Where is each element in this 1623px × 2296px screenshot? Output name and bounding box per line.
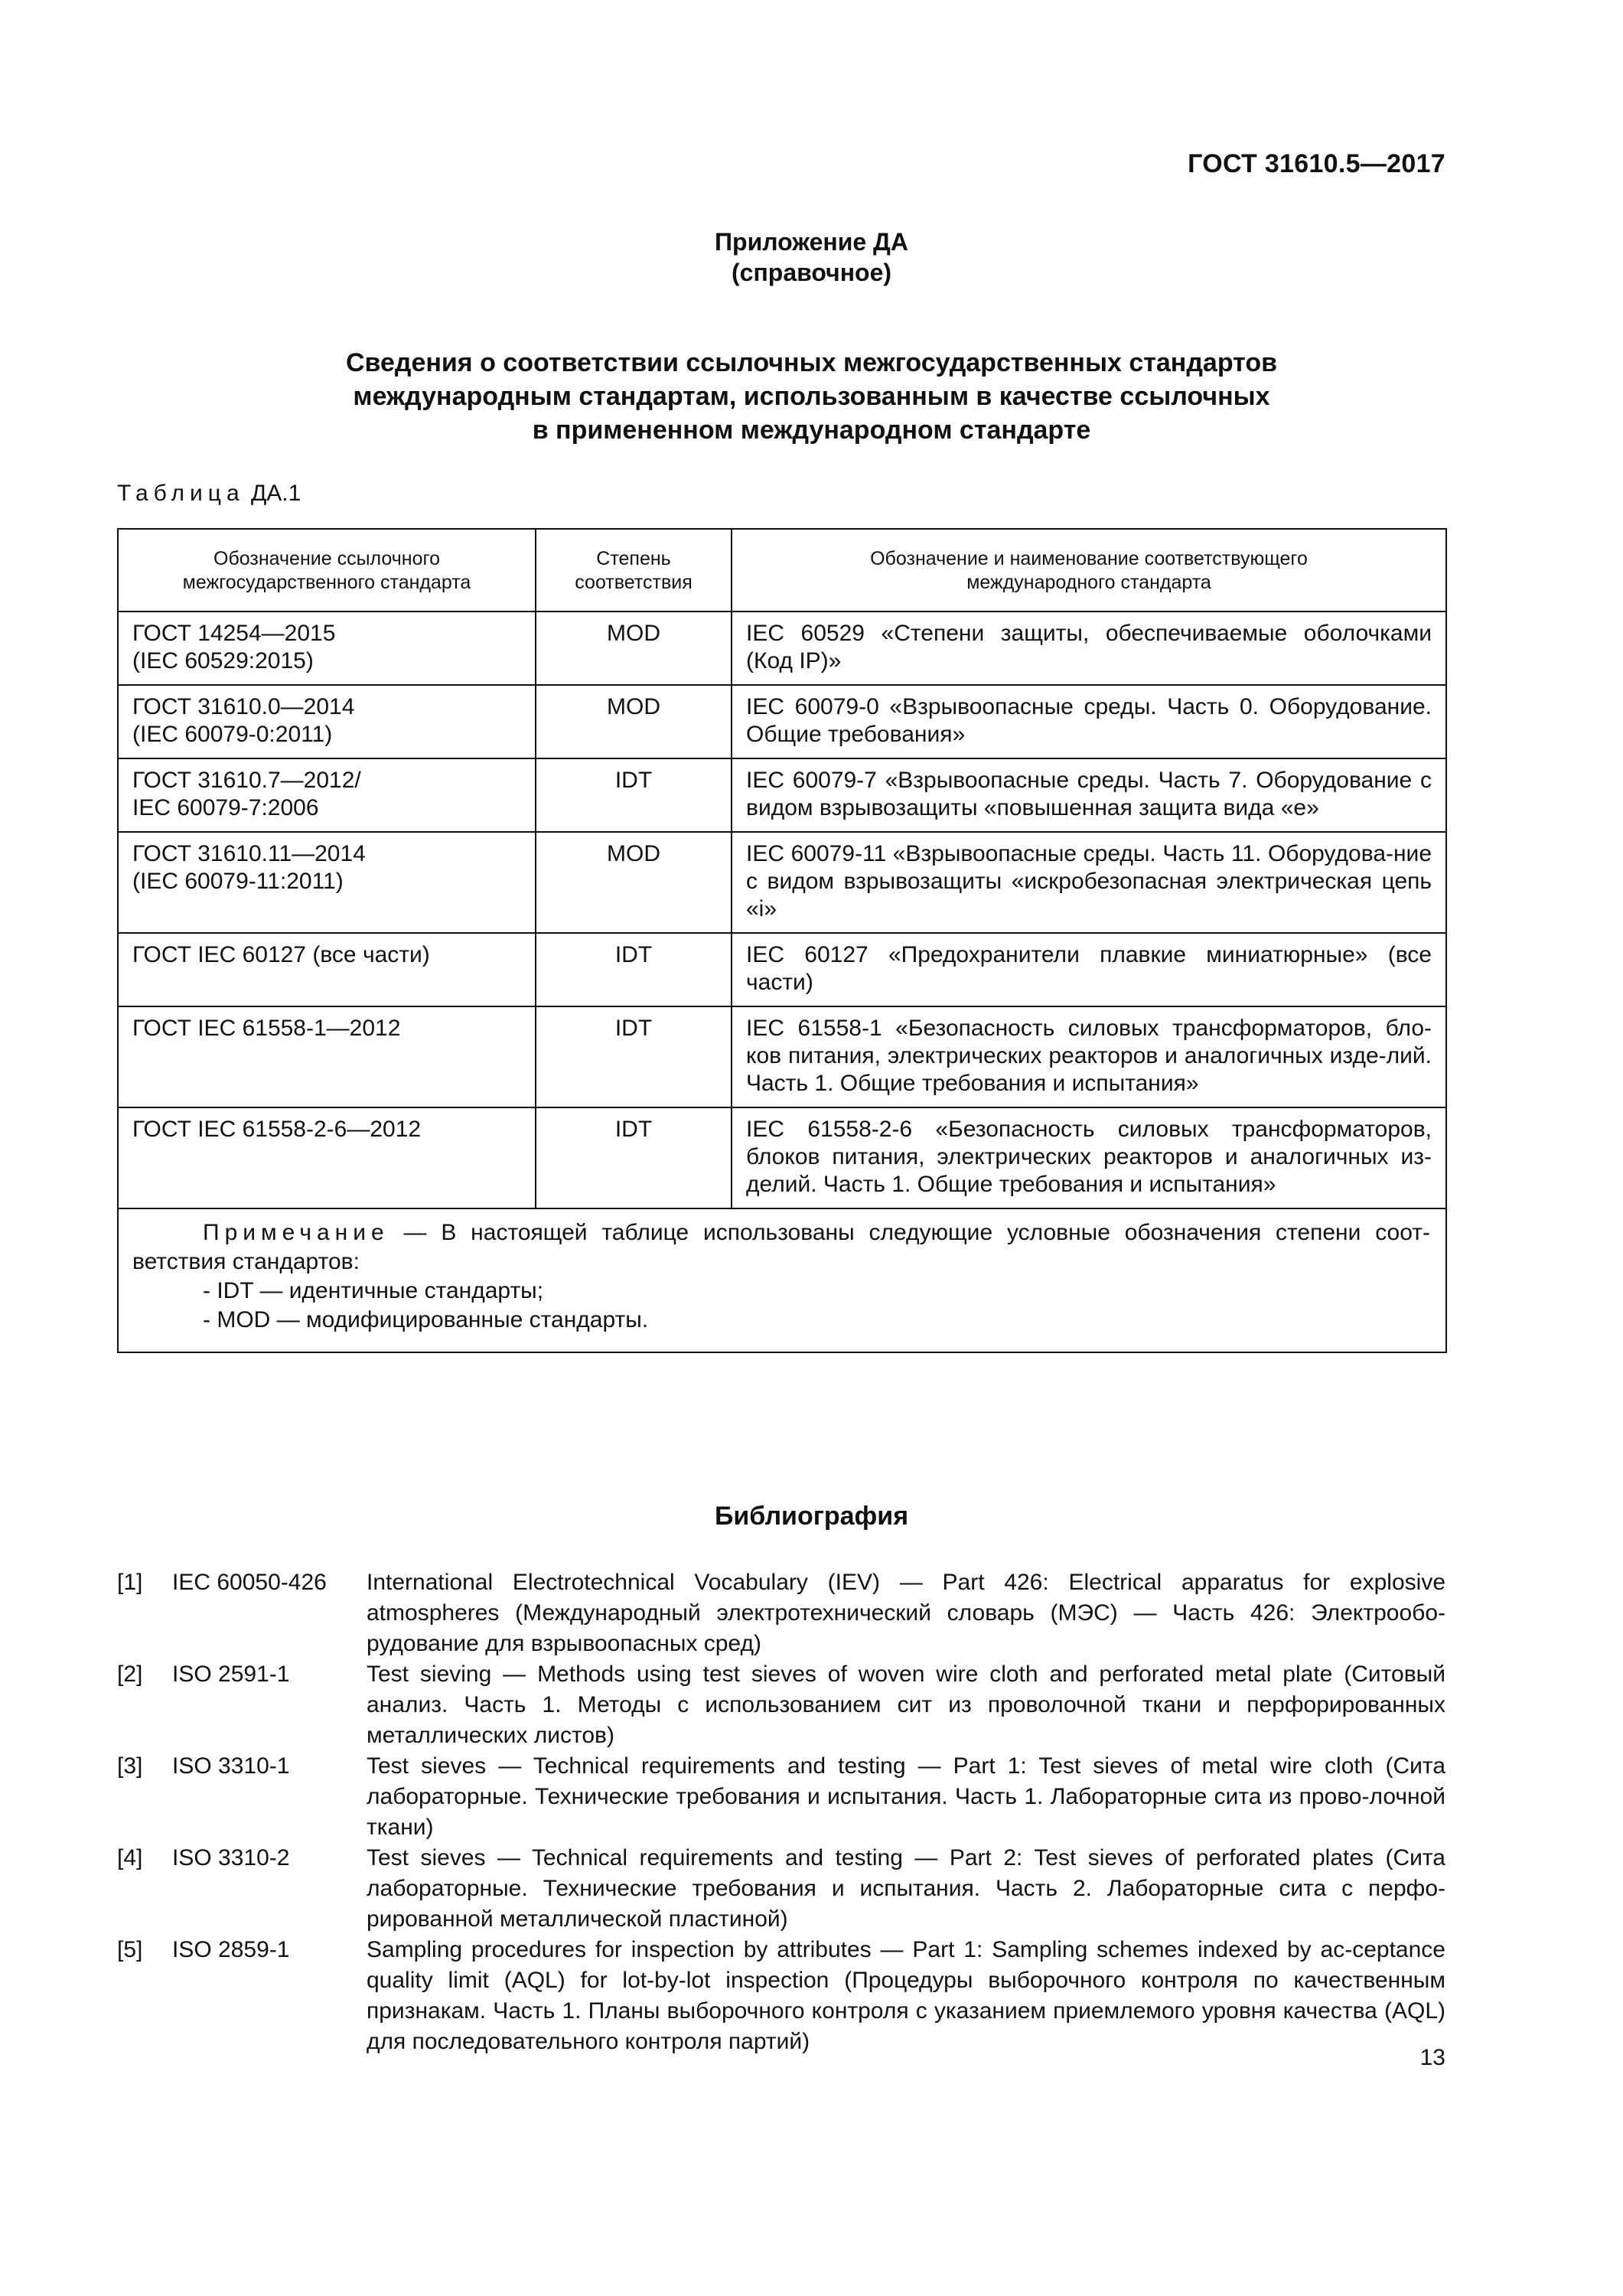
annex-title-line: международным стандартам, использованным в качестве ссылочных <box>353 382 1270 411</box>
cell-description: IEC 60079-11 «Взрывоопасные среды. Часть 11. Оборудова-ние с видом взрывозащиты «искробезопасная электрическая цепь «i» <box>732 832 1446 933</box>
cell-description: IEC 61558-1 «Безопасность силовых трансформаторов, бло-ков питания, электрических реакторов и аналогичных изде-лий. Часть 1. Общие требования и испытания» <box>732 1006 1446 1107</box>
cell-description: IEC 60079-0 «Взрывоопасные среды. Часть 0. Оборудование. Общие требования» <box>732 685 1446 758</box>
annex-title-line: в примененном международном стандарте <box>532 416 1091 445</box>
bibliography-entry <box>117 1935 1445 2057</box>
cell-degree: IDT <box>536 758 732 832</box>
bibliography-entry-number: [4] <box>117 1845 143 1870</box>
table-label-word: Таблица <box>117 481 245 506</box>
column-header-description: Обозначение и наименование соответствующего международного стандарта <box>732 529 1446 612</box>
cell-standard: ГОСТ 31610.0—2014 (IEC 60079-0:2011) <box>118 685 536 758</box>
bibliography-entry-text: International Electrotechnical Vocabulary (IEV) — Part 426: Electrical apparatus for explosive atmospheres (Международный электротехнический словарь (МЭС) — Часть 426: Электрообо-рудование для взрывоопасных сред) <box>367 1570 1445 1656</box>
bibliography-entry-number: [5] <box>117 1937 143 1962</box>
table-row <box>118 612 1446 685</box>
table-row <box>118 685 1446 758</box>
table-row <box>118 1006 1446 1107</box>
table-row <box>118 1107 1446 1208</box>
cell-description: IEC 60529 «Степени защиты, обеспечиваемые оболочками (Код IP)» <box>732 612 1446 685</box>
bibliography-entry-text: Test sieves — Technical requirements and testing — Part 1: Test sieves of metal wire cloth (Сита лабораторные. Технические требования и испытания. Часть 1. Лабораторные сита из прово-лочной ткани) <box>367 1753 1445 1840</box>
bibliography-entry-text: Sampling procedures for inspection by attributes — Part 1: Sampling schemes indexed by ac-ceptance quality limit (AQL) for lot-by-lot inspection (Процедуры выборочного контроля по качественным признакам. Часть 1. Планы выборочного контроля с указанием приемлемого уровня качества (AQL) для последовательного контроля партий) <box>367 1937 1445 2054</box>
bibliography-entry <box>117 1751 1445 1843</box>
cell-degree: MOD <box>536 612 732 685</box>
bibliography-list <box>117 1567 1445 2057</box>
table-label <box>117 481 301 507</box>
note-paragraph <box>132 1218 1430 1277</box>
table-header-row <box>118 529 1446 612</box>
annex-title <box>0 346 1623 447</box>
correspondence-table <box>117 528 1447 1353</box>
annex-type: (справочное) <box>731 259 892 286</box>
document-code: ГОСТ 31610.5—2017 <box>1188 149 1445 178</box>
cell-degree: IDT <box>536 1006 732 1107</box>
bibliography-entry-number: [3] <box>117 1753 143 1779</box>
cell-standard: ГОСТ 31610.11—2014 (IEC 60079-11:2011) <box>118 832 536 933</box>
cell-description: IEC 61558-2-6 «Безопасность силовых трансформаторов, блоков питания, электрических реакторов и аналогичных из-делий. Часть 1. Общие требования и испытания» <box>732 1107 1446 1208</box>
table-row <box>118 933 1446 1006</box>
annex-label: Приложение ДА <box>715 228 908 256</box>
cell-description: IEC 60079-7 «Взрывоопасные среды. Часть 7. Оборудование с видом взрывозащиты «повышенная защита вида «е» <box>732 758 1446 832</box>
bibliography-entry-number: [1] <box>117 1570 143 1595</box>
cell-standard: ГОСТ IEC 60127 (все части) <box>118 933 536 1006</box>
bibliography-entry <box>117 1843 1445 1935</box>
bibliography-title: Библиография <box>714 1502 909 1531</box>
bibliography-entry-standard: ISO 3310-1 <box>172 1753 290 1779</box>
bibliography-entry-standard: IEC 60050-426 <box>172 1570 327 1595</box>
cell-degree: IDT <box>536 1107 732 1208</box>
annex-title-line: Сведения о соответствии ссылочных межгосударственных стандартов <box>345 348 1278 377</box>
bibliography-entry <box>117 1567 1445 1659</box>
note-item: - IDT — идентичные стандарты; <box>203 1278 544 1303</box>
cell-degree: MOD <box>536 685 732 758</box>
note-item: - MOD — модифицированные стандарты. <box>203 1307 649 1332</box>
cell-standard: ГОСТ 14254—2015 (IEC 60529:2015) <box>118 612 536 685</box>
cell-standard: ГОСТ 31610.7—2012/ IEC 60079-7:2006 <box>118 758 536 832</box>
table-note-row <box>118 1208 1446 1352</box>
table-note <box>118 1208 1446 1352</box>
cell-degree: IDT <box>536 933 732 1006</box>
bibliography-entry-text: Test sieves — Technical requirements and testing — Part 2: Test sieves of perforated plates (Сита лабораторные. Технические требования и испытания. Часть 2. Лабораторные сита с перфо-рированной металлической пластиной) <box>367 1845 1445 1932</box>
column-header-standard: Обозначение ссылочного межгосударственного стандарта <box>118 529 536 612</box>
column-header-degree: Степень соответствия <box>536 529 732 612</box>
cell-standard: ГОСТ IEC 61558-2-6—2012 <box>118 1107 536 1208</box>
cell-degree: MOD <box>536 832 732 933</box>
cell-standard: ГОСТ IEC 61558-1—2012 <box>118 1006 536 1107</box>
bibliography-entry-standard: ISO 2859-1 <box>172 1937 290 1962</box>
bibliography-entry-standard: ISO 2591-1 <box>172 1662 290 1687</box>
bibliography-entry-number: [2] <box>117 1662 143 1687</box>
note-text: — В настоящей таблице использованы следующие условные обозначения степени соот-ветствия стандартов: <box>132 1220 1430 1274</box>
table-row <box>118 758 1446 832</box>
cell-description: IEC 60127 «Предохранители плавкие миниатюрные» (все части) <box>732 933 1446 1006</box>
note-label: Примечание <box>203 1220 389 1245</box>
table-label-number: ДА.1 <box>250 481 301 506</box>
annex-heading <box>0 227 1623 288</box>
table-row <box>118 832 1446 933</box>
bibliography-entry-text: Test sieving — Methods using test sieves of woven wire cloth and perforated metal plate (Ситовый анализ. Часть 1. Методы с использованием сит из проволочной ткани и перфорированных металлических листов) <box>367 1662 1445 1748</box>
bibliography-entry-standard: ISO 3310-2 <box>172 1845 290 1870</box>
bibliography-entry <box>117 1659 1445 1751</box>
page-number: 13 <box>1419 2045 1445 2070</box>
